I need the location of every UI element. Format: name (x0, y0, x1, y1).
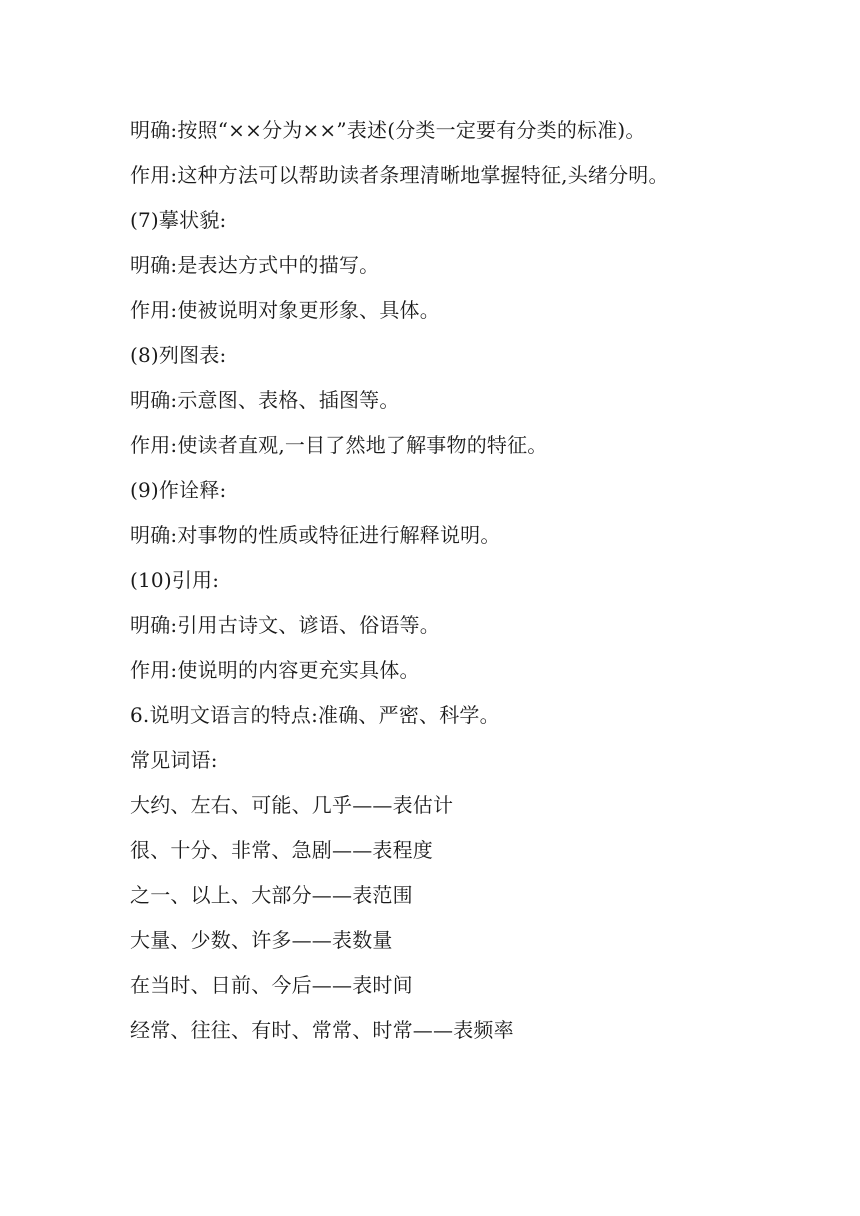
section-heading: (8)列图表: (130, 343, 227, 367)
list-item: 在当时、日前、今后——表时间 (130, 973, 413, 997)
text-line: 作用:这种方法可以帮助读者条理清晰地掌握特征,头绪分明。 (130, 163, 669, 187)
section-heading: (7)摹状貌: (130, 208, 227, 232)
text-line: 作用:使被说明对象更形象、具体。 (130, 298, 440, 322)
text-line: 明确:是表达方式中的描写。 (130, 253, 380, 277)
list-item: 大约、左右、可能、几乎——表估计 (130, 793, 454, 817)
text-line: 明确:示意图、表格、插图等。 (130, 388, 400, 412)
section-heading: (10)引用: (130, 568, 220, 592)
list-item: 很、十分、非常、急剧——表程度 (130, 838, 433, 862)
text-body (130, 108, 810, 1053)
section-heading: 6.说明文语言的特点:准确、严密、科学。 (130, 703, 500, 727)
text-line: 作用:使读者直观,一目了然地了解事物的特征。 (130, 433, 548, 457)
text-line: 明确:对事物的性质或特征进行解释说明。 (130, 523, 501, 547)
text-line: 明确:引用古诗文、谚语、俗语等。 (130, 613, 440, 637)
text-line: 明确:按照“××分为××”表述(分类一定要有分类的标准)。 (130, 118, 646, 142)
section-heading: (9)作诠释: (130, 478, 227, 502)
list-item: 之一、以上、大部分——表范围 (130, 883, 413, 907)
list-item: 大量、少数、许多——表数量 (130, 928, 393, 952)
list-item: 经常、往往、有时、常常、时常——表频率 (130, 1018, 514, 1042)
text-line: 常见词语: (130, 748, 218, 772)
text-line: 作用:使说明的内容更充实具体。 (130, 658, 420, 682)
